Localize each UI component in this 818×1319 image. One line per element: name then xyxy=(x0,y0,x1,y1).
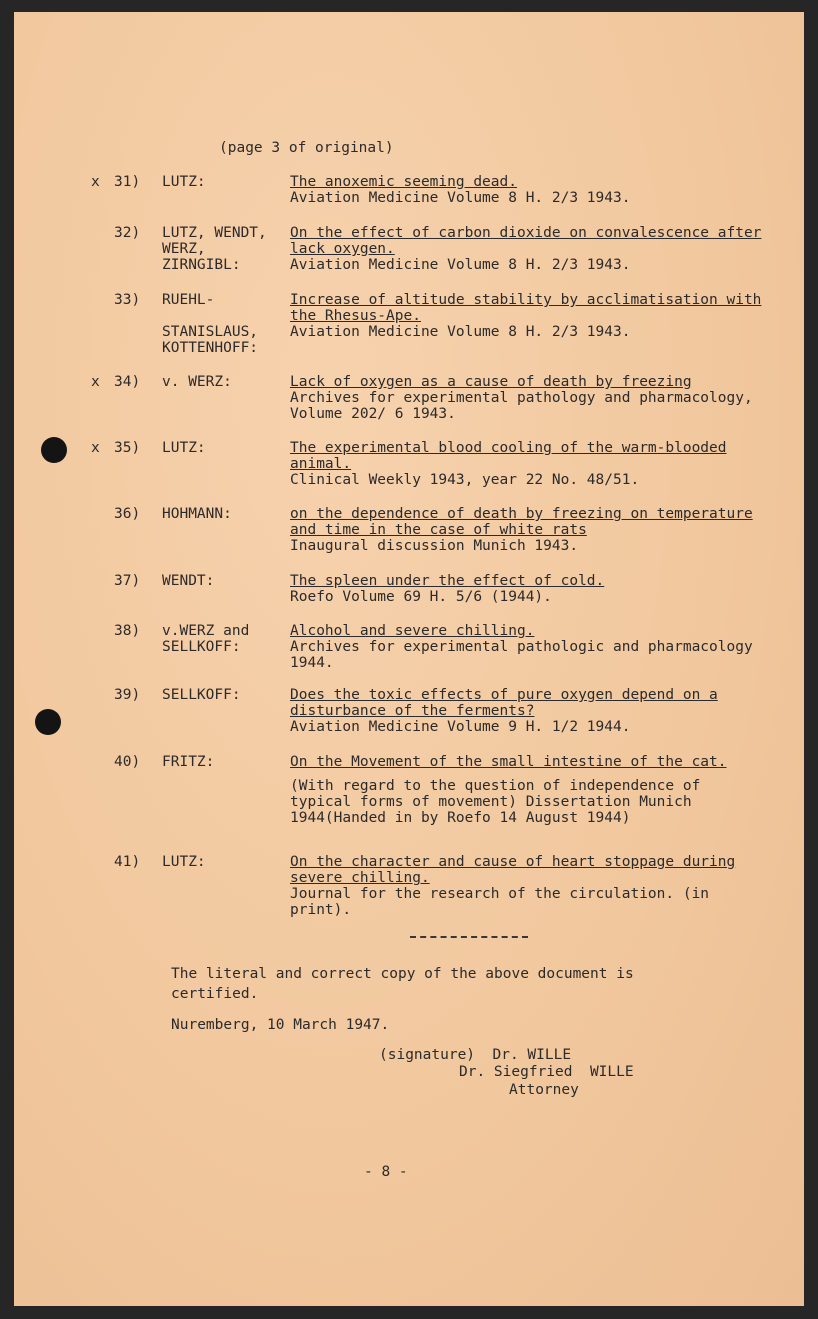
bibliography-entry xyxy=(14,440,804,500)
entry-title: Alcohol and severe chilling. xyxy=(290,623,535,639)
entry-title: Does the toxic effects of pure oxygen depend on a disturbance of the ferments? xyxy=(290,687,718,719)
entry-number: 35) xyxy=(114,440,141,456)
entry-source: Aviation Medicine Volume 8 H. 2/3 1943. xyxy=(290,190,631,206)
entry-work xyxy=(290,440,770,488)
bibliography-entry xyxy=(14,854,804,918)
entry-number: 41) xyxy=(114,854,141,870)
entry-source: Inaugural discussion Munich 1943. xyxy=(290,538,579,554)
entry-mark: x xyxy=(91,440,100,456)
page-number: - 8 - xyxy=(364,1164,408,1180)
entry-work xyxy=(290,754,770,826)
entry-source: Aviation Medicine Volume 8 H. 2/3 1943. xyxy=(290,257,631,273)
entry-number: 38) xyxy=(114,623,141,639)
entry-author: RUEHL- STANISLAUS, KOTTENHOFF: xyxy=(162,292,259,356)
bibliography-entry xyxy=(14,623,804,683)
entry-author: LUTZ: xyxy=(162,174,206,190)
entry-title: The spleen under the effect of cold. xyxy=(290,573,605,589)
certification-statement: The literal and correct copy of the above document is certified. xyxy=(171,966,634,1002)
page-reference: (page 3 of original) xyxy=(219,140,394,156)
bibliography-entry xyxy=(14,506,804,566)
entry-author: v. WERZ: xyxy=(162,374,232,390)
entry-source: Journal for the research of the circulation. (in print). xyxy=(290,886,710,918)
entry-author: FRITZ: xyxy=(162,754,215,770)
entry-work xyxy=(290,174,770,206)
entry-title: The anoxemic seeming dead. xyxy=(290,174,517,190)
entry-author: v.WERZ and SELLKOFF: xyxy=(162,623,250,655)
entry-number: 36) xyxy=(114,506,141,522)
place-date: Nuremberg, 10 March 1947. xyxy=(171,1017,390,1033)
entry-number: 32) xyxy=(114,225,141,241)
entry-source: Clinical Weekly 1943, year 22 No. 48/51. xyxy=(290,472,640,488)
signatory-name: Dr. Siegfried WILLE xyxy=(459,1064,634,1080)
entry-author: LUTZ: xyxy=(162,854,206,870)
entry-mark: x xyxy=(91,174,100,190)
entry-title: On the Movement of the small intestine of the cat. xyxy=(290,754,727,770)
entry-work xyxy=(290,854,770,918)
entry-work xyxy=(290,292,770,340)
entry-source: Aviation Medicine Volume 9 H. 1/2 1944. xyxy=(290,719,631,735)
entry-number: 40) xyxy=(114,754,141,770)
bibliography-entry xyxy=(14,754,804,826)
bibliography-entry xyxy=(14,292,804,356)
entry-source: Archives for experimental pathology and pharmacology, Volume 202/ 6 1943. xyxy=(290,390,753,422)
entry-title: On the character and cause of heart stoppage during severe chilling. xyxy=(290,854,736,886)
entry-number: 37) xyxy=(114,573,141,589)
signature-line: (signature) Dr. WILLE xyxy=(379,1047,572,1063)
entry-source: Roefo Volume 69 H. 5/6 (1944). xyxy=(290,589,552,605)
entry-work xyxy=(290,573,770,605)
entry-number: 34) xyxy=(114,374,141,390)
bibliography-entry xyxy=(14,687,804,747)
entry-author: LUTZ, WENDT, WERZ, ZIRNGIBL: xyxy=(162,225,267,273)
entry-title: Lack of oxygen as a cause of death by freezing xyxy=(290,374,692,390)
entry-author: WENDT: xyxy=(162,573,215,589)
entry-author: LUTZ: xyxy=(162,440,206,456)
entry-work xyxy=(290,225,770,273)
entry-source: (With regard to the question of independence of typical forms of movement) Dissertation Munich 1944(Handed in by Roefo 14 August 1944) xyxy=(290,778,701,826)
signatory-title: Attorney xyxy=(509,1082,579,1098)
entry-title: on the dependence of death by freezing on temperature and time in the case of white rats xyxy=(290,506,753,538)
entry-work xyxy=(290,506,770,554)
entry-title: Increase of altitude stability by acclimatisation with the Rhesus-Ape. xyxy=(290,292,762,324)
bibliography-entry xyxy=(14,225,804,285)
entry-work xyxy=(290,623,770,671)
bibliography-entry xyxy=(14,374,804,434)
entry-author: SELLKOFF: xyxy=(162,687,241,703)
entry-source: Aviation Medicine Volume 8 H. 2/3 1943. xyxy=(290,324,631,340)
entry-author: HOHMANN: xyxy=(162,506,232,522)
entry-title: The experimental blood cooling of the warm-blooded animal. xyxy=(290,440,727,472)
section-divider xyxy=(410,936,528,938)
entry-title: On the effect of carbon dioxide on convalescence after lack oxygen. xyxy=(290,225,762,257)
entry-work xyxy=(290,374,770,422)
entry-work xyxy=(290,687,770,735)
document-page xyxy=(14,12,804,1306)
entry-mark: x xyxy=(91,374,100,390)
entry-number: 31) xyxy=(114,174,141,190)
entry-number: 39) xyxy=(114,687,141,703)
entry-source: Archives for experimental pathologic and pharmacology 1944. xyxy=(290,639,753,671)
entry-number: 33) xyxy=(114,292,141,308)
